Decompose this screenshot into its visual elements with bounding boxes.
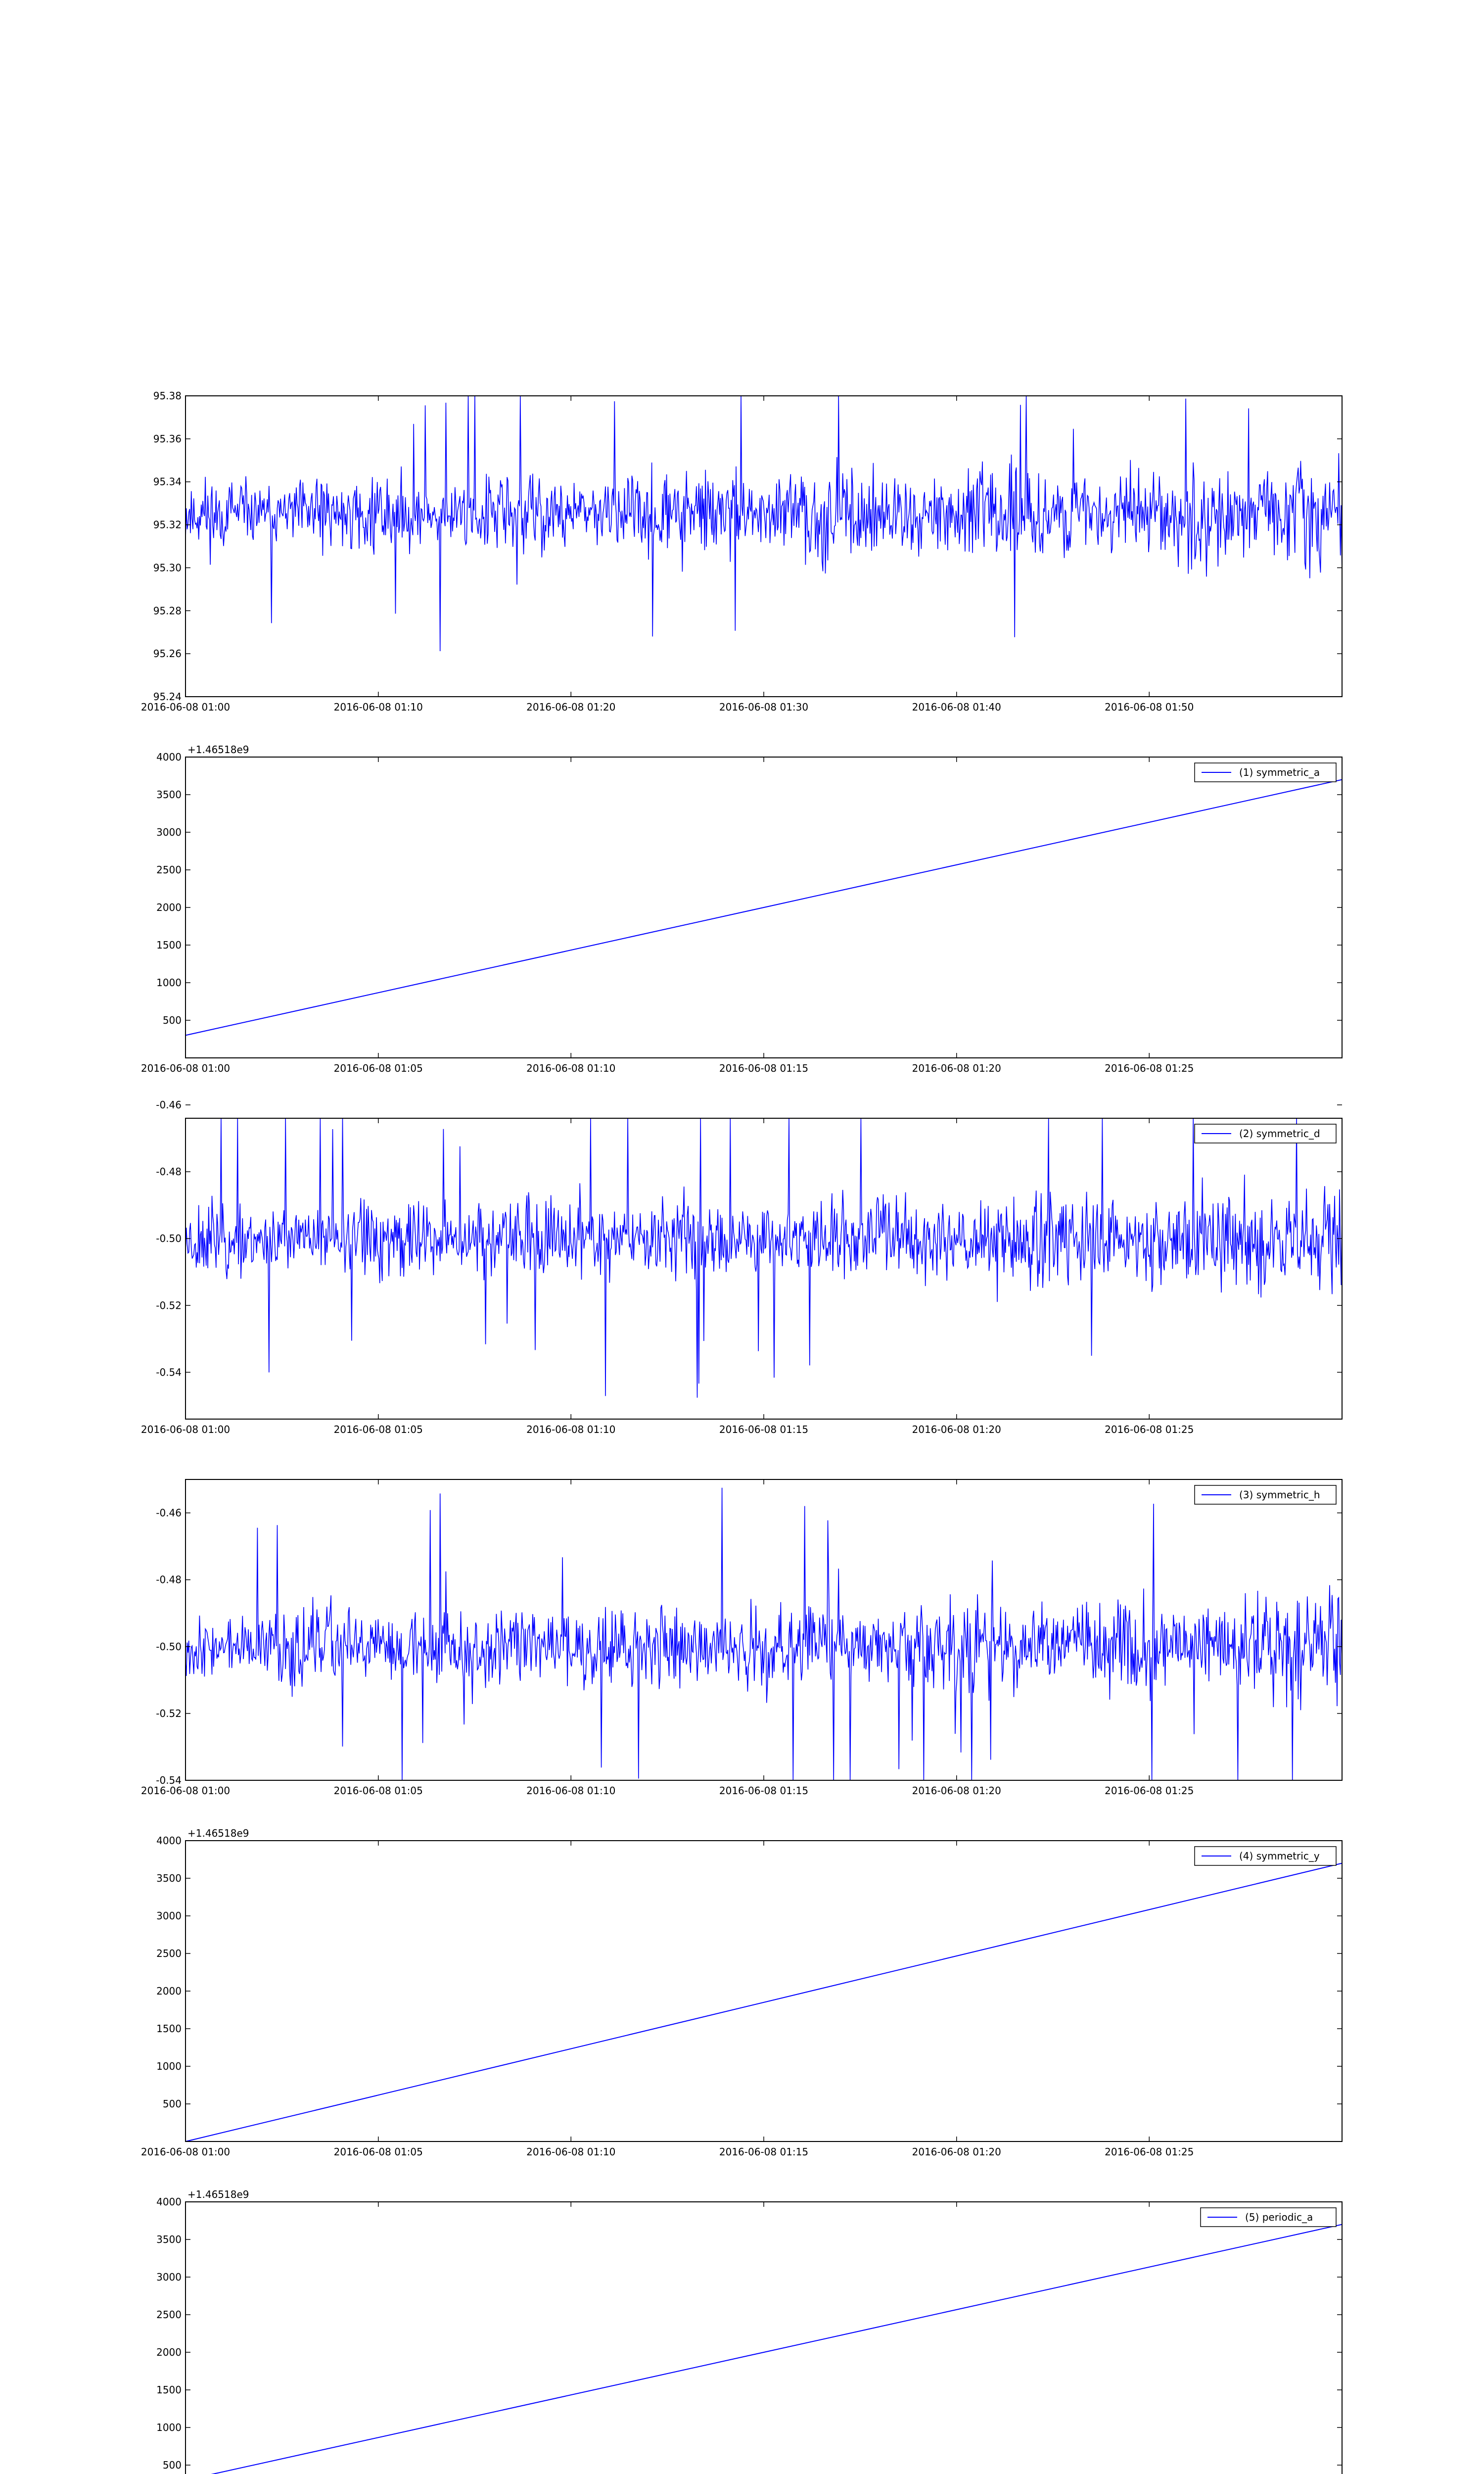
y-tick-label: 3000: [156, 1910, 182, 1922]
legend-label: (3) symmetric_h: [1239, 1489, 1320, 1501]
x-tick-label: 2016-06-08 01:20: [912, 1062, 1001, 1074]
y-tick-label: 2500: [156, 1948, 182, 1959]
x-tick-label: 2016-06-08 01:05: [333, 1424, 423, 1435]
legend: [1195, 1485, 1336, 1504]
y-tick-label: 3000: [156, 2271, 182, 2283]
legend-label: (1) symmetric_a: [1239, 766, 1320, 778]
legend-label: (4) symmetric_y: [1239, 1850, 1320, 1862]
x-tick-label: 2016-06-08 01:20: [912, 1424, 1001, 1435]
x-tick-label: 2016-06-08 01:20: [526, 701, 616, 713]
y-tick-label: 4000: [156, 2196, 182, 2208]
y-tick-label: 95.36: [153, 432, 182, 445]
x-tick-label: 2016-06-08 01:10: [526, 1062, 616, 1074]
y-tick-label: 95.26: [153, 648, 182, 660]
y-tick-label: -0.54: [156, 1366, 182, 1379]
y-tick-label: -0.50: [156, 1233, 182, 1245]
y-tick-label: 1500: [156, 2384, 182, 2396]
legend: [1195, 1847, 1336, 1865]
x-tick-label: 2016-06-08 01:10: [333, 701, 423, 713]
y-tick-label: 95.28: [153, 605, 182, 617]
y-tick-label: 500: [162, 2098, 182, 2110]
legend: [1201, 2208, 1336, 2227]
y-offset-text: +1.46518e9: [187, 1827, 249, 1839]
y-tick-label: 1500: [156, 2023, 182, 2035]
y-tick-label: 95.38: [153, 390, 182, 402]
y-tick-label: 95.34: [153, 476, 182, 488]
y-tick-label: 2500: [156, 2309, 182, 2321]
x-tick-label: 2016-06-08 01:00: [140, 1785, 231, 1797]
y-tick-label: 95.24: [153, 691, 182, 703]
y-tick-label: -0.48: [156, 1573, 182, 1586]
y-tick-label: -0.54: [156, 1774, 182, 1786]
x-tick-label: 2016-06-08 01:05: [333, 1785, 423, 1797]
y-tick-label: 3500: [156, 2234, 182, 2245]
y-offset-text: +1.46518e9: [187, 744, 249, 756]
y-tick-label: 1000: [156, 977, 182, 989]
y-tick-label: 95.32: [153, 519, 182, 531]
y-tick-label: 2000: [156, 1985, 182, 1997]
y-tick-label: -0.50: [156, 1640, 182, 1653]
x-tick-label: 2016-06-08 01:30: [719, 701, 809, 713]
x-tick-label: 2016-06-08 01:15: [719, 1062, 809, 1074]
y-tick-label: -0.48: [156, 1166, 182, 1178]
y-tick-label: -0.52: [156, 1299, 182, 1312]
y-tick-label: 2000: [156, 902, 182, 913]
x-tick-label: 2016-06-08 01:05: [333, 1062, 423, 1074]
x-tick-label: 2016-06-08 01:15: [719, 1785, 809, 1797]
y-tick-label: 4000: [156, 1835, 182, 1847]
x-tick-label: 2016-06-08 01:00: [140, 1424, 231, 1435]
y-tick-label: -0.46: [156, 1507, 182, 1519]
x-tick-label: 2016-06-08 01:10: [526, 1785, 616, 1797]
x-tick-label: 2016-06-08 01:25: [1105, 1424, 1194, 1435]
y-tick-label: 4000: [156, 751, 182, 763]
x-tick-label: 2016-06-08 01:00: [140, 701, 231, 713]
x-tick-label: 2016-06-08 01:15: [719, 1424, 809, 1435]
legend: [1195, 1124, 1336, 1143]
y-tick-label: 3500: [156, 789, 182, 801]
x-tick-label: 2016-06-08 01:25: [1105, 1785, 1194, 1797]
x-tick-label: 2016-06-08 01:25: [1105, 2146, 1194, 2158]
legend-label: (2) symmetric_d: [1239, 1128, 1320, 1140]
x-tick-label: 2016-06-08 01:15: [719, 2146, 809, 2158]
y-tick-label: 500: [162, 2459, 182, 2471]
y-tick-label: 1000: [156, 2422, 182, 2433]
x-tick-label: 2016-06-08 01:00: [140, 1062, 231, 1074]
y-tick-label: 2500: [156, 864, 182, 876]
y-tick-label: 3000: [156, 826, 182, 838]
x-tick-label: 2016-06-08 01:10: [526, 1424, 616, 1435]
y-tick-label: -0.46: [156, 1098, 182, 1111]
y-offset-text: +1.46518e9: [187, 2189, 249, 2200]
y-tick-label: 2000: [156, 2346, 182, 2358]
y-tick-label: 1000: [156, 2060, 182, 2072]
x-tick-label: 2016-06-08 01:10: [526, 2146, 616, 2158]
y-tick-label: 1500: [156, 939, 182, 951]
y-tick-label: 95.30: [153, 562, 182, 574]
x-tick-label: 2016-06-08 01:40: [912, 701, 1001, 713]
x-tick-label: 2016-06-08 01:00: [140, 2146, 231, 2158]
x-tick-label: 2016-06-08 01:05: [333, 2146, 423, 2158]
y-tick-label: -0.52: [156, 1707, 182, 1719]
legend-label: (5) periodic_a: [1245, 2211, 1313, 2223]
y-tick-label: 500: [162, 1014, 182, 1026]
x-tick-label: 2016-06-08 01:25: [1105, 1062, 1194, 1074]
y-tick-label: 3500: [156, 1872, 182, 1884]
x-tick-label: 2016-06-08 01:20: [912, 2146, 1001, 2158]
legend: [1195, 763, 1336, 782]
x-tick-label: 2016-06-08 01:50: [1105, 701, 1194, 713]
x-tick-label: 2016-06-08 01:20: [912, 1785, 1001, 1797]
